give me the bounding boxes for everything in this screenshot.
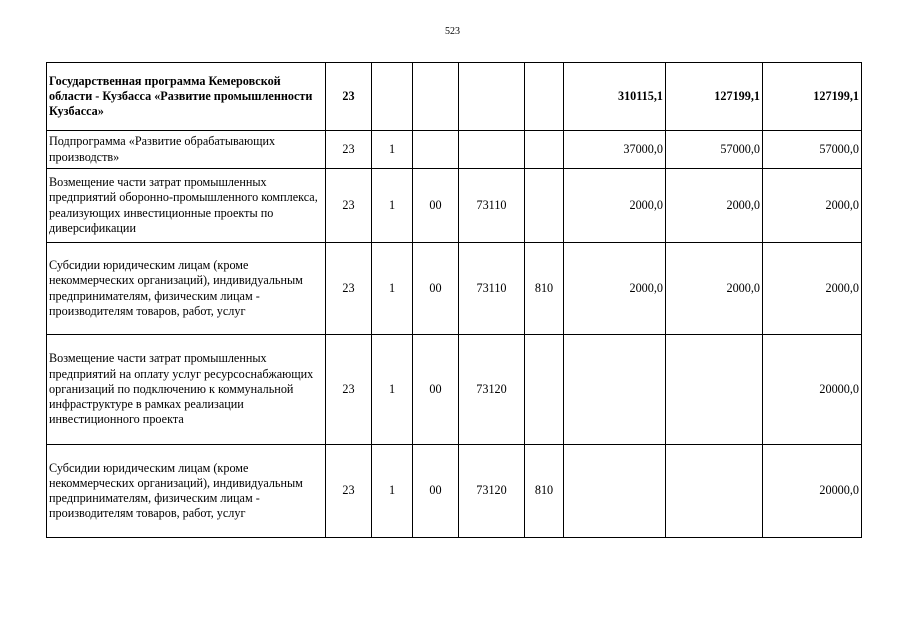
row-expense-type: 810: [525, 243, 564, 335]
row-gr-code: 23: [326, 335, 372, 445]
row-expense-type: [525, 63, 564, 131]
row-section-code: [372, 63, 413, 131]
row-target-code-1: [413, 131, 459, 169]
table-row: [47, 243, 862, 335]
row-gr-code: 23: [326, 243, 372, 335]
table-row-program: [47, 63, 862, 131]
row-target-code-1: 00: [413, 169, 459, 243]
table-row: [47, 169, 862, 243]
row-name: Субсидии юридическим лицам (кроме некоммерческих организаций), индивидуальным предпринимателям, физическим лицам - производителям товаров, работ, услуг: [47, 445, 326, 538]
row-amount-year-2: 2000,0: [666, 169, 763, 243]
row-section-code: 1: [372, 445, 413, 538]
row-gr-code: 23: [326, 131, 372, 169]
row-amount-year-3: 20000,0: [763, 445, 862, 538]
row-amount-year-3: 2000,0: [763, 169, 862, 243]
row-target-code-2: 73110: [459, 169, 525, 243]
row-amount-year-3: 2000,0: [763, 243, 862, 335]
row-amount-year-2: 2000,0: [666, 243, 763, 335]
row-amount-year-2: [666, 335, 763, 445]
row-amount-year-1: 310115,1: [564, 63, 666, 131]
budget-table: [46, 62, 862, 538]
row-target-code-1: [413, 63, 459, 131]
row-amount-year-1: 2000,0: [564, 243, 666, 335]
row-gr-code: 23: [326, 63, 372, 131]
row-amount-year-2: 127199,1: [666, 63, 763, 131]
row-amount-year-3: 127199,1: [763, 63, 862, 131]
row-section-code: 1: [372, 243, 413, 335]
row-target-code-1: 00: [413, 445, 459, 538]
row-target-code-2: 73120: [459, 445, 525, 538]
table-row: [47, 445, 862, 538]
row-expense-type: 810: [525, 445, 564, 538]
row-target-code-1: 00: [413, 335, 459, 445]
row-amount-year-2: 57000,0: [666, 131, 763, 169]
row-expense-type: [525, 131, 564, 169]
row-amount-year-2: [666, 445, 763, 538]
row-amount-year-1: 37000,0: [564, 131, 666, 169]
row-name: Возмещение части затрат промышленных предприятий на оплату услуг ресурсоснабжающих организаций по подключению к коммунальной инфраструктуре в рамках реализации инвестиционного проекта: [47, 335, 326, 445]
row-gr-code: 23: [326, 445, 372, 538]
row-gr-code: 23: [326, 169, 372, 243]
row-target-code-2: [459, 131, 525, 169]
row-amount-year-1: 2000,0: [564, 169, 666, 243]
table-row-subprogram: [47, 131, 862, 169]
row-amount-year-1: [564, 445, 666, 538]
row-target-code-1: 00: [413, 243, 459, 335]
row-section-code: 1: [372, 169, 413, 243]
row-section-code: 1: [372, 335, 413, 445]
row-name: Государственная программа Кемеровской области - Кузбасса «Развитие промышленности Кузбасса»: [47, 63, 326, 131]
row-target-code-2: [459, 63, 525, 131]
row-amount-year-1: [564, 335, 666, 445]
page-number: 523: [445, 26, 460, 37]
table-row: [47, 335, 862, 445]
row-name: Подпрограмма «Развитие обрабатывающих производств»: [47, 131, 326, 169]
row-name: Субсидии юридическим лицам (кроме некоммерческих организаций), индивидуальным предпринимателям, физическим лицам - производителям товаров, работ, услуг: [47, 243, 326, 335]
row-target-code-2: 73120: [459, 335, 525, 445]
row-section-code: 1: [372, 131, 413, 169]
row-name: Возмещение части затрат промышленных предприятий оборонно-промышленного комплекса, реализующих инвестиционные проекты по диверсификации: [47, 169, 326, 243]
row-amount-year-3: 57000,0: [763, 131, 862, 169]
row-amount-year-3: 20000,0: [763, 335, 862, 445]
row-expense-type: [525, 335, 564, 445]
row-expense-type: [525, 169, 564, 243]
row-target-code-2: 73110: [459, 243, 525, 335]
